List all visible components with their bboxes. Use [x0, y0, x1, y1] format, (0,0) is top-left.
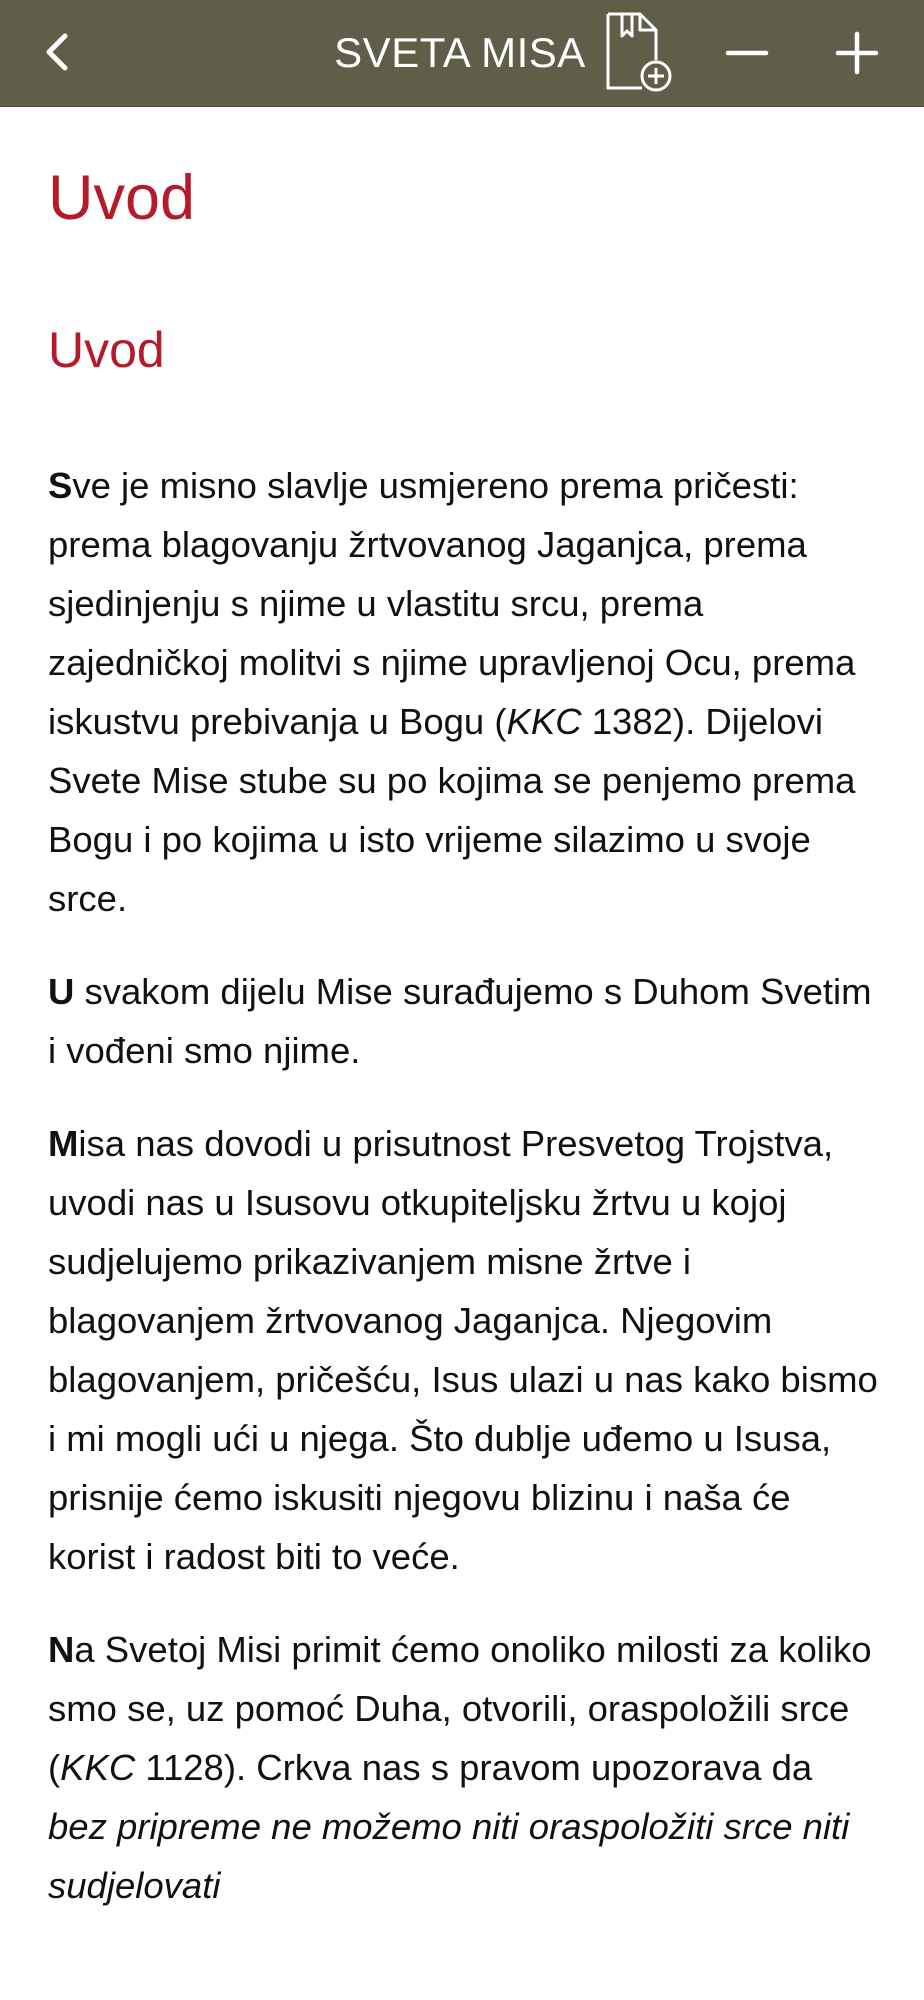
article-content: [48, 106, 878, 1915]
bookmark-add-icon: [592, 10, 676, 94]
paragraph-text: svakom dijelu Mise surađujemo s Duhom Svetim i vođeni smo njime.: [48, 971, 872, 1071]
paragraph: [48, 456, 878, 928]
drop-initial: S: [48, 465, 73, 506]
page-title: [0, 0, 924, 106]
top-app-bar: [0, 0, 924, 107]
plus-icon: [826, 22, 888, 84]
paragraph-text: 1128). Crkva nas s pravom upozorava da: [135, 1747, 813, 1788]
paragraph: [48, 962, 878, 1080]
paragraph-text: a Svetoj Misi primit ćemo onoliko milosti za koliko smo se, uz pomoć Duha, otvorili, oraspoložili srce (: [48, 1629, 872, 1788]
section-subheading: Uvod: [48, 322, 165, 378]
paragraph: [48, 1620, 878, 1915]
minus-icon: [716, 22, 778, 84]
section-heading: Uvod: [48, 163, 196, 233]
catechism-reference: KKC: [506, 701, 582, 742]
catechism-reference: KKC: [60, 1747, 136, 1788]
paragraph-italic-text: bez pripreme ne možemo niti oraspoložiti srce niti sudjelovati: [48, 1806, 850, 1906]
drop-initial: U: [48, 971, 75, 1012]
drop-initial: N: [48, 1629, 75, 1670]
add-bookmark-button[interactable]: [592, 10, 676, 94]
paragraph: [48, 1114, 878, 1586]
paragraph-text: isa nas dovodi u prisutnost Presvetog Trojstva, uvodi nas u Isusovu otkupiteljsku žrtvu u kojoj sudjelujemo prikazivanjem misne žrtve i blagovanjem žrtvovanog Jaganjca. Njegovim blagovanjem, pričešću, Isus ulazi u nas kako bismo i mi mogli ući u njega. Što dublje uđemo u Isusa, prisnije ćemo iskusiti njegovu blizinu i naša će korist i radost biti to veće.: [48, 1123, 878, 1577]
increase-font-button[interactable]: [826, 22, 888, 84]
page-title-text: SVETA MISA: [334, 29, 586, 76]
decrease-font-button[interactable]: [716, 22, 778, 84]
paragraph-text: ve je misno slavlje usmjereno prema pričesti: prema blagovanju žrtvovanog Jaganjca, prema sjedinjenju s njime u vlastitu srcu, prema zajedničkoj molitvi s njime upravljenoj Ocu, prema iskustvu prebivanja u Bogu (: [48, 465, 856, 742]
paragraph-text: 1382). Dijelovi Svete Mise stube su po kojima se penjemo prema Bogu i po kojima u isto vrijeme silazimo u svoje srce.: [48, 701, 856, 919]
drop-initial: M: [48, 1123, 79, 1164]
